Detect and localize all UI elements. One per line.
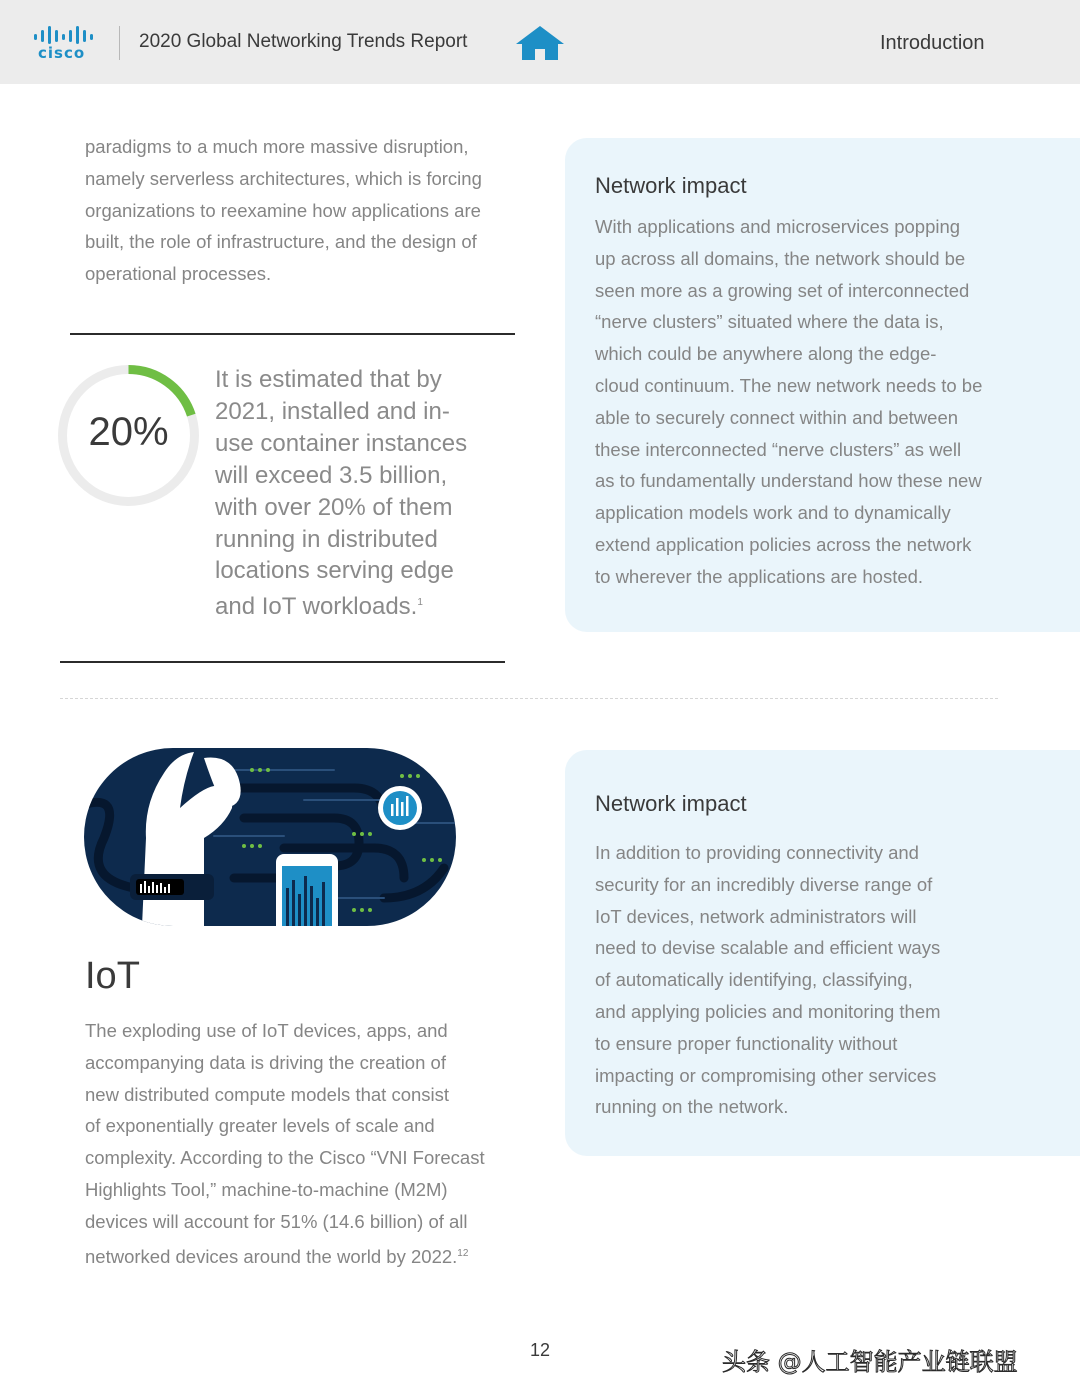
panel-heading: Network impact [595, 173, 747, 198]
panel-body: In addition to providing connectivity and security for an incredibly diverse range of IoT devices, network administrators will need to devise scalable and efficient ways of automatically identifying, classifying, and applying policies and monitoring them to ensure proper functionality without impacting or compromising other services running on the network. [595, 842, 941, 1118]
cisco-logo[interactable] [32, 24, 102, 64]
network-impact-panel-1 [565, 138, 1080, 632]
header-divider [119, 26, 120, 60]
iot-smartwatch-phone-illustration [84, 748, 456, 926]
iot-heading: IoT [85, 955, 140, 997]
stat-footnote[interactable]: 1 [417, 597, 423, 609]
report-title: 2020 Global Networking Trends Report [139, 31, 468, 52]
cisco-bars-icon [32, 24, 102, 46]
stat-value: 20% [88, 410, 169, 454]
iot-paragraph: The exploding use of IoT devices, apps, and accompanying data is driving the creation of new distributed compute models that consist of exponentially greater levels of scale and complexity. According to the Cisco “VNI Forecast Highlights Tool,” machine-to-machine (M2M) devices will account for 51% (14.6 billion) of all networked devices around the world by 2022.12 [85, 1020, 485, 1267]
section-divider [60, 698, 998, 699]
cisco-wordmark: cisco [38, 44, 86, 62]
intro-paragraph: paradigms to a much more massive disruption, namely serverless architectures, which is forcing organizations to reexamine how applications are built, the role of infrastructure, and the design of operational processes. [85, 136, 482, 285]
watermark: 头条 @人工智能产业链联盟 [722, 1348, 1018, 1376]
network-impact-panel-2 [565, 750, 1080, 1156]
panel-body: With applications and microservices popping up across all domains, the network should be seen more as a growing set of interconnected “nerve clusters” situated where the data is, which could be anywhere along the edge- cloud continuum. The new network needs to be able to securely connect within and between these interconnected “nerve clusters” as well as to fundamentally understand how these new application models work and to dynamically extend application policies across the network to wherever the applications are hosted. [595, 216, 983, 587]
stat-text: It is estimated that by 2021, installed and in- use container instances will exceed 3.5 billion, with over 20% of them running in distributed locations serving edge and IoT workloads.$^1$ [215, 366, 468, 621]
stat-rule-top [70, 333, 515, 335]
stat-rule-bottom [60, 661, 505, 663]
page-header [0, 0, 1080, 84]
home-icon[interactable] [514, 24, 566, 62]
panel-heading: Network impact [595, 791, 747, 816]
iot-footnote[interactable]: 12 [457, 1247, 469, 1259]
section-link-introduction[interactable]: Introduction [880, 32, 985, 54]
page-number: 12 [529, 1340, 551, 1360]
